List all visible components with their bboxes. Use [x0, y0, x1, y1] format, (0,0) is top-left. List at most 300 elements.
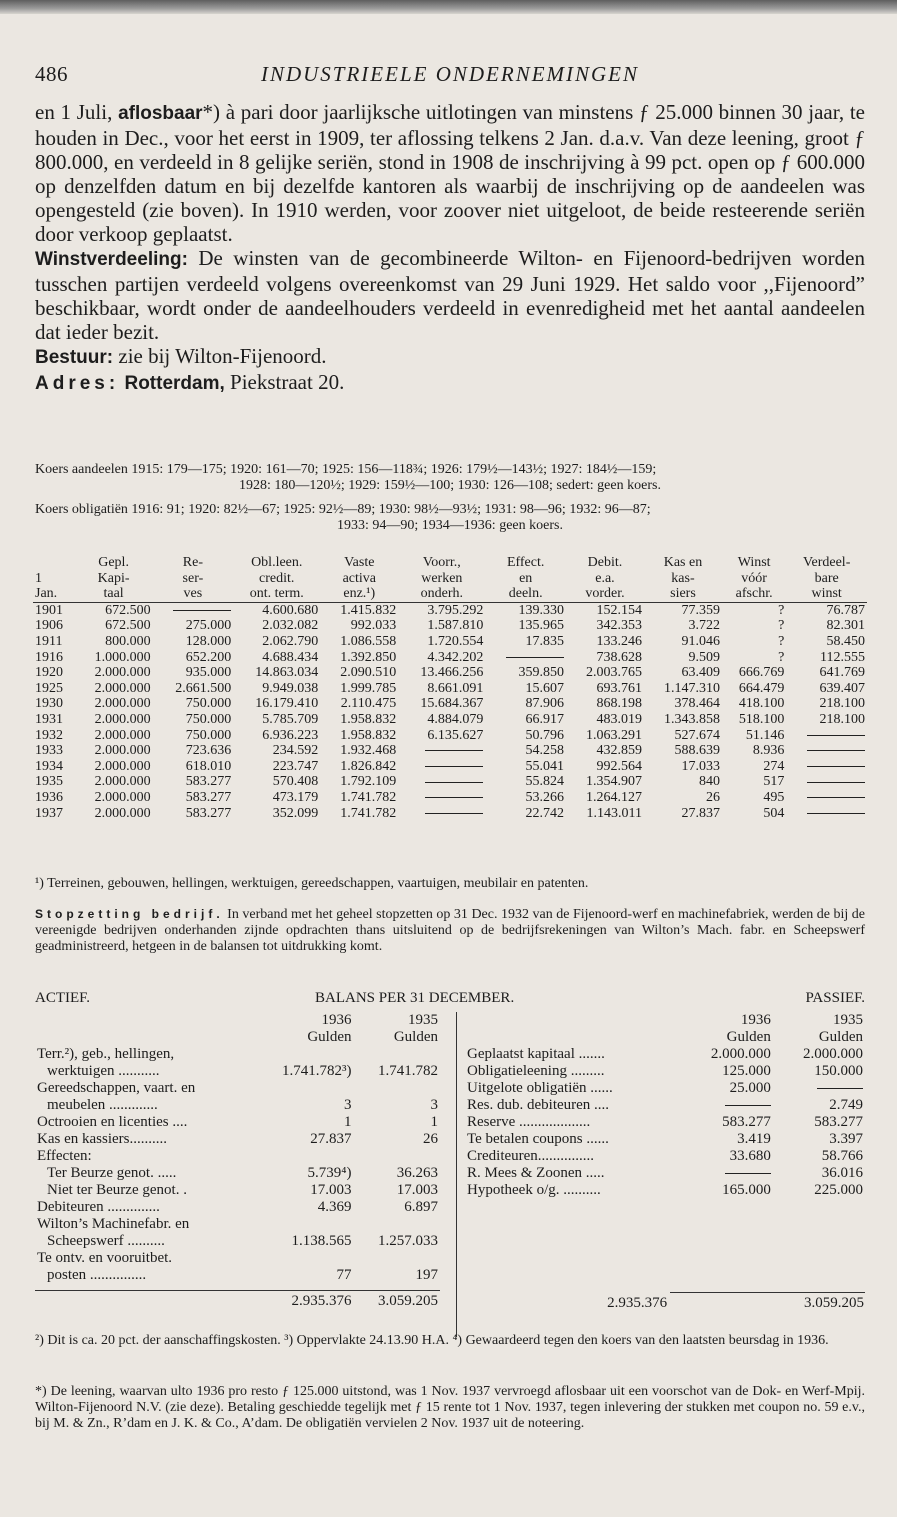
value-cell: 77.359: [644, 602, 722, 618]
value-cell: 51.146: [745, 727, 785, 743]
actief-row: [35, 1216, 440, 1233]
value-cell: 1.741.782: [340, 805, 397, 821]
value-cell: 274: [763, 758, 785, 774]
value-cell: 652.200: [185, 649, 232, 665]
balance-item-value: 197: [415, 1267, 438, 1283]
year-cell: 1901: [33, 602, 75, 618]
value-cell: [153, 602, 234, 618]
value-cell: 1.143.011: [586, 805, 642, 821]
dash-placeholder: [807, 782, 865, 783]
balance-item-value: 3.397: [829, 1131, 863, 1147]
value-cell: 378.464: [674, 696, 720, 712]
actief-row: [35, 1233, 440, 1250]
results-header-row: [33, 555, 867, 602]
column-header: Effect. en deeln.: [506, 555, 545, 602]
balance-item-label: werktuigen ...........: [47, 1063, 160, 1079]
balance-item-label: R. Mees & Zoonen .....: [467, 1165, 605, 1181]
value-cell: ?: [778, 618, 785, 634]
balance-divider: [456, 1012, 457, 1337]
value-cell: 583.277: [185, 805, 232, 821]
table-row: [33, 728, 867, 744]
value-cell: 935.000: [185, 665, 232, 681]
value-cell: 55.041: [525, 758, 564, 774]
actief-row: [35, 1131, 440, 1148]
value-cell: 2.000.000: [94, 789, 151, 805]
dash-placeholder: [173, 610, 231, 611]
value-cell: 1.415.832: [320, 602, 398, 618]
table-row: [33, 681, 867, 697]
value-cell: [786, 728, 867, 744]
dash-placeholder: [807, 813, 865, 814]
value-cell: 2.000.000: [94, 665, 151, 681]
value-cell: 3.722: [688, 618, 720, 634]
value-cell: [786, 759, 867, 775]
balance-item-value: 3: [430, 1097, 438, 1113]
balance-item-label: Crediteuren...............: [467, 1148, 595, 1164]
balance-item-value: [254, 1250, 353, 1267]
passief-row: [465, 1046, 865, 1063]
column-header: Kas en kas- siers: [663, 555, 703, 602]
value-cell: 2.000.000: [94, 680, 151, 696]
balance-item-label: meubelen .............: [47, 1097, 158, 1113]
value-cell: 17.033: [681, 758, 720, 774]
balance-notes: ²) Dit is ca. 20 pct. der aanschaffingskosten. ³) Oppervlakte 24.13.90 H.A. ⁴) Gewaardeerd tegen den koers van den laatsten beursdag in 1936.: [35, 1333, 829, 1348]
dash-placeholder: [425, 797, 483, 798]
value-cell: 618.010: [185, 758, 232, 774]
dash-placeholder: [506, 657, 564, 658]
balance-item-value: [254, 1216, 353, 1233]
value-cell: 2.000.000: [94, 774, 151, 790]
value-cell: 2.000.000: [94, 805, 151, 821]
value-cell: 2.000.000: [94, 727, 151, 743]
value-cell: 2.000.000: [94, 758, 151, 774]
balance-item-value: [354, 1216, 440, 1233]
balance-item-value: 125.000: [722, 1063, 771, 1079]
balance-item-label: Hypotheek o/g. ..........: [467, 1182, 601, 1198]
balance-item-label: Scheepswerf ..........: [47, 1233, 165, 1249]
year-cell: 1936: [35, 789, 63, 805]
passief-row: [465, 1080, 865, 1097]
table-row: [33, 759, 867, 775]
year-cell: 1911: [35, 633, 63, 649]
value-cell: 1.000.000: [94, 649, 151, 665]
balance-item-value: 17.003: [396, 1182, 438, 1198]
actief-title: ACTIEF.: [35, 990, 91, 1006]
passief-row: [465, 1131, 865, 1148]
koers-aandeelen: Koers aandeelen 1915: 179—175; 1920: 161—70; 1925: 156—118¾; 1926: 179½—143½; 1927: 184½—159; 1928: 180—120½; 1929: 159½—100; 1930: 126—108; sedert: geen koers.: [35, 462, 661, 493]
value-cell: 672.500: [105, 618, 151, 634]
value-cell: 82.301: [826, 618, 865, 634]
value-cell: 1.264.127: [585, 789, 642, 805]
balance-item-value: 1: [430, 1114, 438, 1130]
year-cell: 1933: [35, 743, 63, 759]
balance-item-value: 4.369: [317, 1199, 352, 1215]
dash-placeholder: [425, 750, 483, 751]
dash-placeholder: [807, 750, 865, 751]
value-cell: 1.958.832: [340, 727, 397, 743]
value-cell: [485, 650, 566, 666]
balance-item-label: posten ...............: [47, 1267, 147, 1283]
year-cell: 1931: [35, 711, 63, 727]
table-row: [33, 618, 867, 634]
value-cell: 133.246: [596, 633, 642, 649]
passief-row: [465, 1097, 865, 1114]
value-cell: 583.277: [185, 774, 232, 790]
value-cell: 588.639: [674, 743, 720, 759]
value-cell: 17.835: [525, 633, 564, 649]
balance-item-value: 1.138.565: [291, 1233, 352, 1249]
balance-item-value: 225.000: [814, 1182, 863, 1198]
value-cell: 527.674: [674, 727, 720, 743]
value-cell: 1.587.810: [427, 618, 484, 634]
value-cell: 1.147.310: [663, 680, 720, 696]
balance-item-value: 27.837: [310, 1131, 352, 1147]
value-cell: 1.741.782: [340, 789, 397, 805]
paragraph-winstverdeeling: Winstverdeeling: De winsten van de gecombineerde Wilton- en Fijenoord-bedrijven worden tusschen partijen verdeeld volgens overeenkomst van 29 Juni 1929. Het saldo voor ,,Fijenoord” beschikbaar, wordt onder de aandeelhouders verdeeld in evenredigheid met het aantal aandeelen dat ieder bezit.: [35, 246, 865, 344]
intro-text: [35, 100, 865, 396]
column-header: Verdeel- bare winst: [802, 555, 851, 602]
dash-placeholder: [817, 1088, 863, 1089]
passief-total-row: 2.935.376 3.059.205: [607, 1295, 864, 1311]
passief-row: [465, 1165, 865, 1182]
value-cell: 2.000.000: [94, 711, 151, 727]
value-cell: 112.555: [820, 649, 865, 665]
balance-item-value: 77: [336, 1267, 352, 1283]
column-header: Re- ser- ves: [182, 555, 204, 602]
column-header: Debit. e.a. vorder.: [585, 555, 625, 602]
stopzetting-note: Stopzetting bedrijf. In verband met het geheel stopzetten op 31 Dec. 1932 van de Fijenoord-werf en machinefabriek, werden de bij de vereenigde bedrijven onderhanden zijnde opdrachten thans uitsluitend op de bedrijfsrekeningen van Wilton’s Mach. fabr. en Scheepswerf geadministreerd, hetgeen in de balansen tot uitdrukking komt.: [35, 907, 865, 954]
value-cell: [786, 774, 867, 790]
value-cell: 27.837: [681, 805, 720, 821]
table-row: [33, 602, 867, 618]
value-cell: 14.863.034: [255, 665, 319, 681]
value-cell: 91.046: [681, 633, 720, 649]
value-cell: 152.154: [566, 602, 644, 618]
results-footnote: ¹) Terreinen, gebouwen, hellingen, werktuigen, gereedschappen, vaartuigen, meubilair en patenten.: [35, 876, 589, 891]
balance-item-label: Effecten:: [37, 1148, 92, 1164]
balance-item-value: 1.741.782: [378, 1063, 438, 1079]
balance-item-value: 2.749: [829, 1097, 863, 1113]
balance-item-label: Kas en kassiers..........: [37, 1131, 167, 1147]
actief-row: [35, 1063, 440, 1080]
dash-placeholder: [807, 766, 865, 767]
balance-item-label: Octrooien en licenties ....: [37, 1114, 188, 1130]
balance-item-value: 3.419: [737, 1131, 771, 1147]
value-cell: 342.353: [596, 618, 642, 634]
value-cell: [398, 806, 485, 822]
value-cell: 432.859: [596, 743, 642, 759]
value-cell: 15.684.367: [420, 696, 484, 712]
balance-item-value: 2.000.000: [803, 1046, 863, 1062]
dash-placeholder: [425, 766, 483, 767]
balance-item-label: Niet ter Beurze genot. .: [47, 1182, 187, 1198]
balance-item-value: [773, 1080, 865, 1097]
value-cell: 4.884.079: [427, 711, 484, 727]
value-cell: 63.409: [681, 665, 720, 681]
value-cell: 2.062.790: [262, 633, 319, 649]
balance-item-value: [681, 1097, 773, 1114]
value-cell: 1.932.468: [340, 743, 397, 759]
value-cell: 76.787: [786, 602, 867, 618]
balance-item-label: Gereedschappen, vaart. en: [37, 1080, 196, 1096]
passief-row: [465, 1063, 865, 1080]
actief-row: [35, 1199, 440, 1216]
balance-item-value: [254, 1148, 353, 1165]
value-cell: [786, 743, 867, 759]
passief-title: PASSIEF.: [805, 990, 865, 1006]
column-header: Vaste activa enz.¹): [342, 555, 376, 602]
value-cell: 1.720.554: [427, 633, 484, 649]
balance-item-label: Te betalen coupons ......: [467, 1131, 609, 1147]
final-footnote: *) De leening, waarvan ulto 1936 pro resto ƒ 125.000 uitstond, was 1 Nov. 1937 vervroegd aflosbaar uit een voorschot van de Dok- en Werf-Mpij. Wilton-Fijenoord N.V. (zie deze). Betaling geschiedde tegelijk met ƒ 15 rente tot 1 Nov. 1937, tegen inlevering der stukken met coupon no. 59 e.v., bij M. & Zn., R’dam en J. K. & Co., A’dam. De obligatiën vervielen 2 Nov. 1937 uit de noteering.: [35, 1384, 865, 1431]
balance-item-value: 1: [344, 1114, 352, 1130]
balance-item-label: Ter Beurze genot. .....: [47, 1165, 177, 1181]
value-cell: [786, 806, 867, 822]
balance-item-value: 3: [344, 1097, 352, 1113]
value-cell: 868.198: [596, 696, 642, 712]
year-cell: 1937: [35, 805, 63, 821]
value-cell: 750.000: [185, 727, 232, 743]
value-cell: 2.000.000: [94, 696, 151, 712]
balance-item-value: [354, 1080, 440, 1097]
balance-item-value: 1.741.782³): [282, 1063, 352, 1079]
value-cell: 4.600.680: [233, 602, 320, 618]
year-cell: 1906: [35, 618, 63, 634]
balance-item-label: Obligatieleening .........: [467, 1063, 605, 1079]
value-cell: 1.354.907: [585, 774, 642, 790]
actief-row: [35, 1080, 440, 1097]
value-cell: 223.747: [272, 758, 319, 774]
actief-row: [35, 1046, 440, 1063]
paragraph-bestuur: Bestuur: zie bij Wilton-Fijenoord.: [35, 344, 327, 368]
value-cell: 6.135.627: [427, 727, 484, 743]
table-row: [33, 712, 867, 728]
value-cell: [398, 759, 485, 775]
value-cell: 6.936.223: [262, 727, 319, 743]
value-cell: 639.407: [819, 680, 865, 696]
value-cell: 1.826.842: [340, 758, 397, 774]
actief-row: [35, 1250, 440, 1267]
value-cell: 723.636: [185, 743, 232, 759]
running-title: INDUSTRIEELE ONDERNEMINGEN: [260, 62, 640, 86]
balance-item-label: Reserve ...................: [467, 1114, 591, 1130]
paragraph-adres: Adres: Rotterdam, Piekstraat 20.: [35, 370, 345, 394]
value-cell: 800.000: [105, 633, 151, 649]
column-header: Obl.leen. credit. ont. term.: [249, 555, 304, 602]
page-header: [35, 62, 865, 88]
balance-item-value: 150.000: [814, 1063, 863, 1079]
results-table: [33, 555, 867, 821]
balance-item-value: 58.766: [821, 1148, 863, 1164]
value-cell: 992.033: [350, 618, 397, 634]
value-cell: 135.965: [518, 618, 564, 634]
value-cell: ?: [722, 602, 786, 618]
balance-item-value: 25.000: [729, 1080, 771, 1096]
value-cell: 2.090.510: [340, 665, 397, 681]
balance-sheet: [35, 990, 865, 1311]
actief-row: [35, 1267, 440, 1284]
column-header: Winst vóór afschr.: [735, 555, 773, 602]
value-cell: 583.277: [185, 789, 232, 805]
value-cell: ?: [778, 633, 785, 649]
value-cell: 1.086.558: [340, 633, 397, 649]
value-cell: 2.661.500: [175, 680, 232, 696]
value-cell: 234.592: [272, 743, 319, 759]
balance-item-label: Res. dub. debiteuren ....: [467, 1097, 610, 1113]
value-cell: 9.949.038: [262, 680, 319, 696]
value-cell: 483.019: [596, 711, 642, 727]
value-cell: 352.099: [272, 805, 319, 821]
value-cell: 87.906: [525, 696, 564, 712]
value-cell: 359.850: [518, 665, 564, 681]
passief-row: [465, 1148, 865, 1165]
paragraph-aflossing: en 1 Juli, aflosbaar*) à pari door jaarlijksche uitlotingen van minstens ƒ 25.000 binnen 30 jaar, te houden in Dec., voor het eerst in 1909, ter aflossing telkens 2 Jan. d.a.v. Van deze leening, groot ƒ 800.000, en verdeeld in 8 gelijke seriën, stond in 1908 de inschrijving à 99 pct. open op ƒ 600.000 op denzelfden datum en bij dezelfde kantoren als waarbij de inschrijving op de aandeelen was opengesteld (zie boven). In 1910 werden, voor zoover niet uitgeloot, de beide resteerende seriën door verkoop geplaatst.: [35, 100, 865, 246]
value-cell: 8.661.091: [427, 680, 484, 696]
value-cell: [398, 774, 485, 790]
value-cell: 2.000.000: [94, 743, 151, 759]
balance-item-value: [354, 1250, 440, 1267]
page-number: 486: [35, 62, 68, 86]
balance-title: BALANS PER 31 DECEMBER.: [315, 990, 515, 1006]
dash-placeholder: [807, 735, 865, 736]
column-header: Voorr., werken onderh.: [420, 555, 464, 602]
dash-placeholder: [725, 1173, 771, 1174]
year-cell: 1925: [35, 680, 63, 696]
value-cell: 50.796: [525, 727, 564, 743]
value-cell: 8.936: [752, 743, 785, 759]
balance-item-value: 26: [423, 1131, 438, 1147]
column-header: 1 Jan.: [35, 570, 58, 602]
value-cell: [786, 790, 867, 806]
actief-row: [35, 1165, 440, 1182]
balance-item-value: 36.016: [821, 1165, 863, 1181]
table-row: [33, 790, 867, 806]
value-cell: 1.392.850: [340, 649, 397, 665]
value-cell: 218.100: [819, 711, 865, 727]
table-row: [33, 665, 867, 681]
value-cell: 1.792.109: [340, 774, 397, 790]
balance-item-value: [254, 1046, 353, 1063]
value-cell: 504: [763, 805, 785, 821]
actief-row: [35, 1114, 440, 1131]
dash-placeholder: [807, 797, 865, 798]
dash-placeholder: [425, 813, 483, 814]
year-cell: 1930: [35, 696, 63, 712]
value-cell: 218.100: [819, 696, 865, 712]
balance-item-label: Geplaatst kapitaal .......: [467, 1046, 605, 1062]
balance-item-value: 165.000: [722, 1182, 771, 1198]
value-cell: 992.564: [596, 758, 642, 774]
balance-item-label: Debiteuren ..............: [37, 1199, 160, 1215]
value-cell: 1.958.832: [340, 711, 397, 727]
value-cell: 666.769: [738, 665, 785, 681]
balance-item-value: [681, 1165, 773, 1182]
value-cell: 738.628: [596, 649, 642, 665]
balance-item-value: 1.257.033: [378, 1233, 438, 1249]
balance-item-value: [254, 1080, 353, 1097]
value-cell: 2.032.082: [262, 618, 319, 634]
page-top-edge: [0, 0, 897, 14]
actief-total-row: 2.935.376 3.059.205: [35, 1291, 440, 1311]
table-row: [33, 743, 867, 759]
balance-item-value: [354, 1148, 440, 1165]
value-cell: 53.266: [525, 789, 564, 805]
value-cell: 58.450: [826, 633, 865, 649]
value-cell: 4.688.434: [262, 649, 319, 665]
value-cell: 2.110.475: [340, 696, 397, 712]
year-cell: 1932: [35, 727, 63, 743]
value-cell: 473.179: [272, 789, 319, 805]
balance-item-value: 2.000.000: [710, 1046, 771, 1062]
value-cell: 15.607: [525, 680, 564, 696]
table-row: [33, 650, 867, 666]
table-row: [33, 806, 867, 822]
table-row: [33, 634, 867, 650]
value-cell: 750.000: [185, 711, 232, 727]
value-cell: 570.408: [272, 774, 319, 790]
balance-item-value: 36.263: [396, 1165, 438, 1181]
value-cell: 22.742: [525, 805, 564, 821]
balance-item-value: 583.277: [814, 1114, 863, 1130]
dash-placeholder: [725, 1105, 771, 1106]
value-cell: 3.795.292: [398, 602, 485, 618]
value-cell: 693.761: [596, 680, 642, 696]
value-cell: 495: [763, 789, 785, 805]
value-cell: 641.769: [819, 665, 865, 681]
year-cell: 1934: [35, 758, 63, 774]
value-cell: 55.824: [525, 774, 564, 790]
value-cell: 750.000: [185, 696, 232, 712]
value-cell: 2.003.765: [585, 665, 642, 681]
year-cell: 1920: [35, 665, 63, 681]
table-row: [33, 696, 867, 712]
value-cell: 518.100: [738, 711, 785, 727]
balance-item-label: Uitgelote obligatiën ......: [467, 1080, 613, 1096]
value-cell: 13.466.256: [420, 665, 484, 681]
koers-obligatien: Koers obligatiën 1916: 91; 1920: 82½—67; 1925: 92½—89; 1930: 98½—93½; 1931: 98—96; 1932: 96—87; 1933: 94—90; 1934—1936: geen koers.: [35, 502, 651, 533]
value-cell: [398, 790, 485, 806]
balance-item-value: [354, 1046, 440, 1063]
table-row: [33, 774, 867, 790]
year-cell: 1935: [35, 774, 63, 790]
value-cell: 664.479: [738, 680, 785, 696]
actief-row: [35, 1148, 440, 1165]
value-cell: 840: [698, 774, 720, 790]
value-cell: 66.917: [525, 711, 564, 727]
balance-item-value: 5.739⁴): [307, 1165, 352, 1181]
value-cell: [398, 743, 485, 759]
value-cell: ?: [778, 649, 785, 665]
value-cell: 1.063.291: [585, 727, 642, 743]
balance-item-value: 17.003: [310, 1182, 352, 1198]
value-cell: 26: [705, 789, 720, 805]
value-cell: 672.500: [75, 602, 153, 618]
value-cell: 5.785.709: [262, 711, 319, 727]
value-cell: 128.000: [185, 633, 232, 649]
balance-item-label: Wilton’s Machinefabr. en: [37, 1216, 190, 1232]
actief-column: 1936 1935 Gulden Gulden Terr.²), geb., hellingen, werktuigen ........... 1.741.782³) 1.741.782 Gereedschappen, vaart. en meubelen ............. 3 3 Octrooien en licenties .... 1 1 Kas en kassiers.......... 27.837 26 Effecten: Ter Beurze genot. ..... 5.739⁴) 36.263 Niet ter Beurze genot. . 17.003 17.003 Debiteuren .............. 4.369 6.897 Wilton’s Machinefabr. en Scheepswerf .......... 1.138.565 1.257.033 Te ontv. en vooruitbet. posten ............... 77 197 2.935.376 3.059.205: [37, 1012, 438, 1309]
column-header: Gepl. Kapi- taal: [97, 555, 130, 602]
value-cell: 1.999.785: [340, 680, 397, 696]
balance-item-label: Te ontv. en vooruitbet.: [37, 1250, 173, 1266]
passief-row: [465, 1182, 865, 1199]
balance-item-value: 6.897: [404, 1199, 438, 1215]
year-cell: 1916: [35, 649, 63, 665]
passief-column: 1936 1935 Gulden Gulden Geplaatst kapitaal ....... 2.000.000 2.000.000 Obligatieleening ......... 125.000 150.000 Uitgelote obligatiën ...... 25.000 Res. dub. debiteuren .... 2.749 Reserve ................... 583.277 583.277 Te betalen coupons ...... 3.419 3.397 Crediteuren............... 33.680 58.766 R. Mees & Zoonen ..... 36.016 Hypotheek o/g. .......... 165.000 225.000: [467, 1012, 863, 1198]
value-cell: 517: [763, 774, 785, 790]
actief-row: [35, 1182, 440, 1199]
passief-row: [465, 1114, 865, 1131]
